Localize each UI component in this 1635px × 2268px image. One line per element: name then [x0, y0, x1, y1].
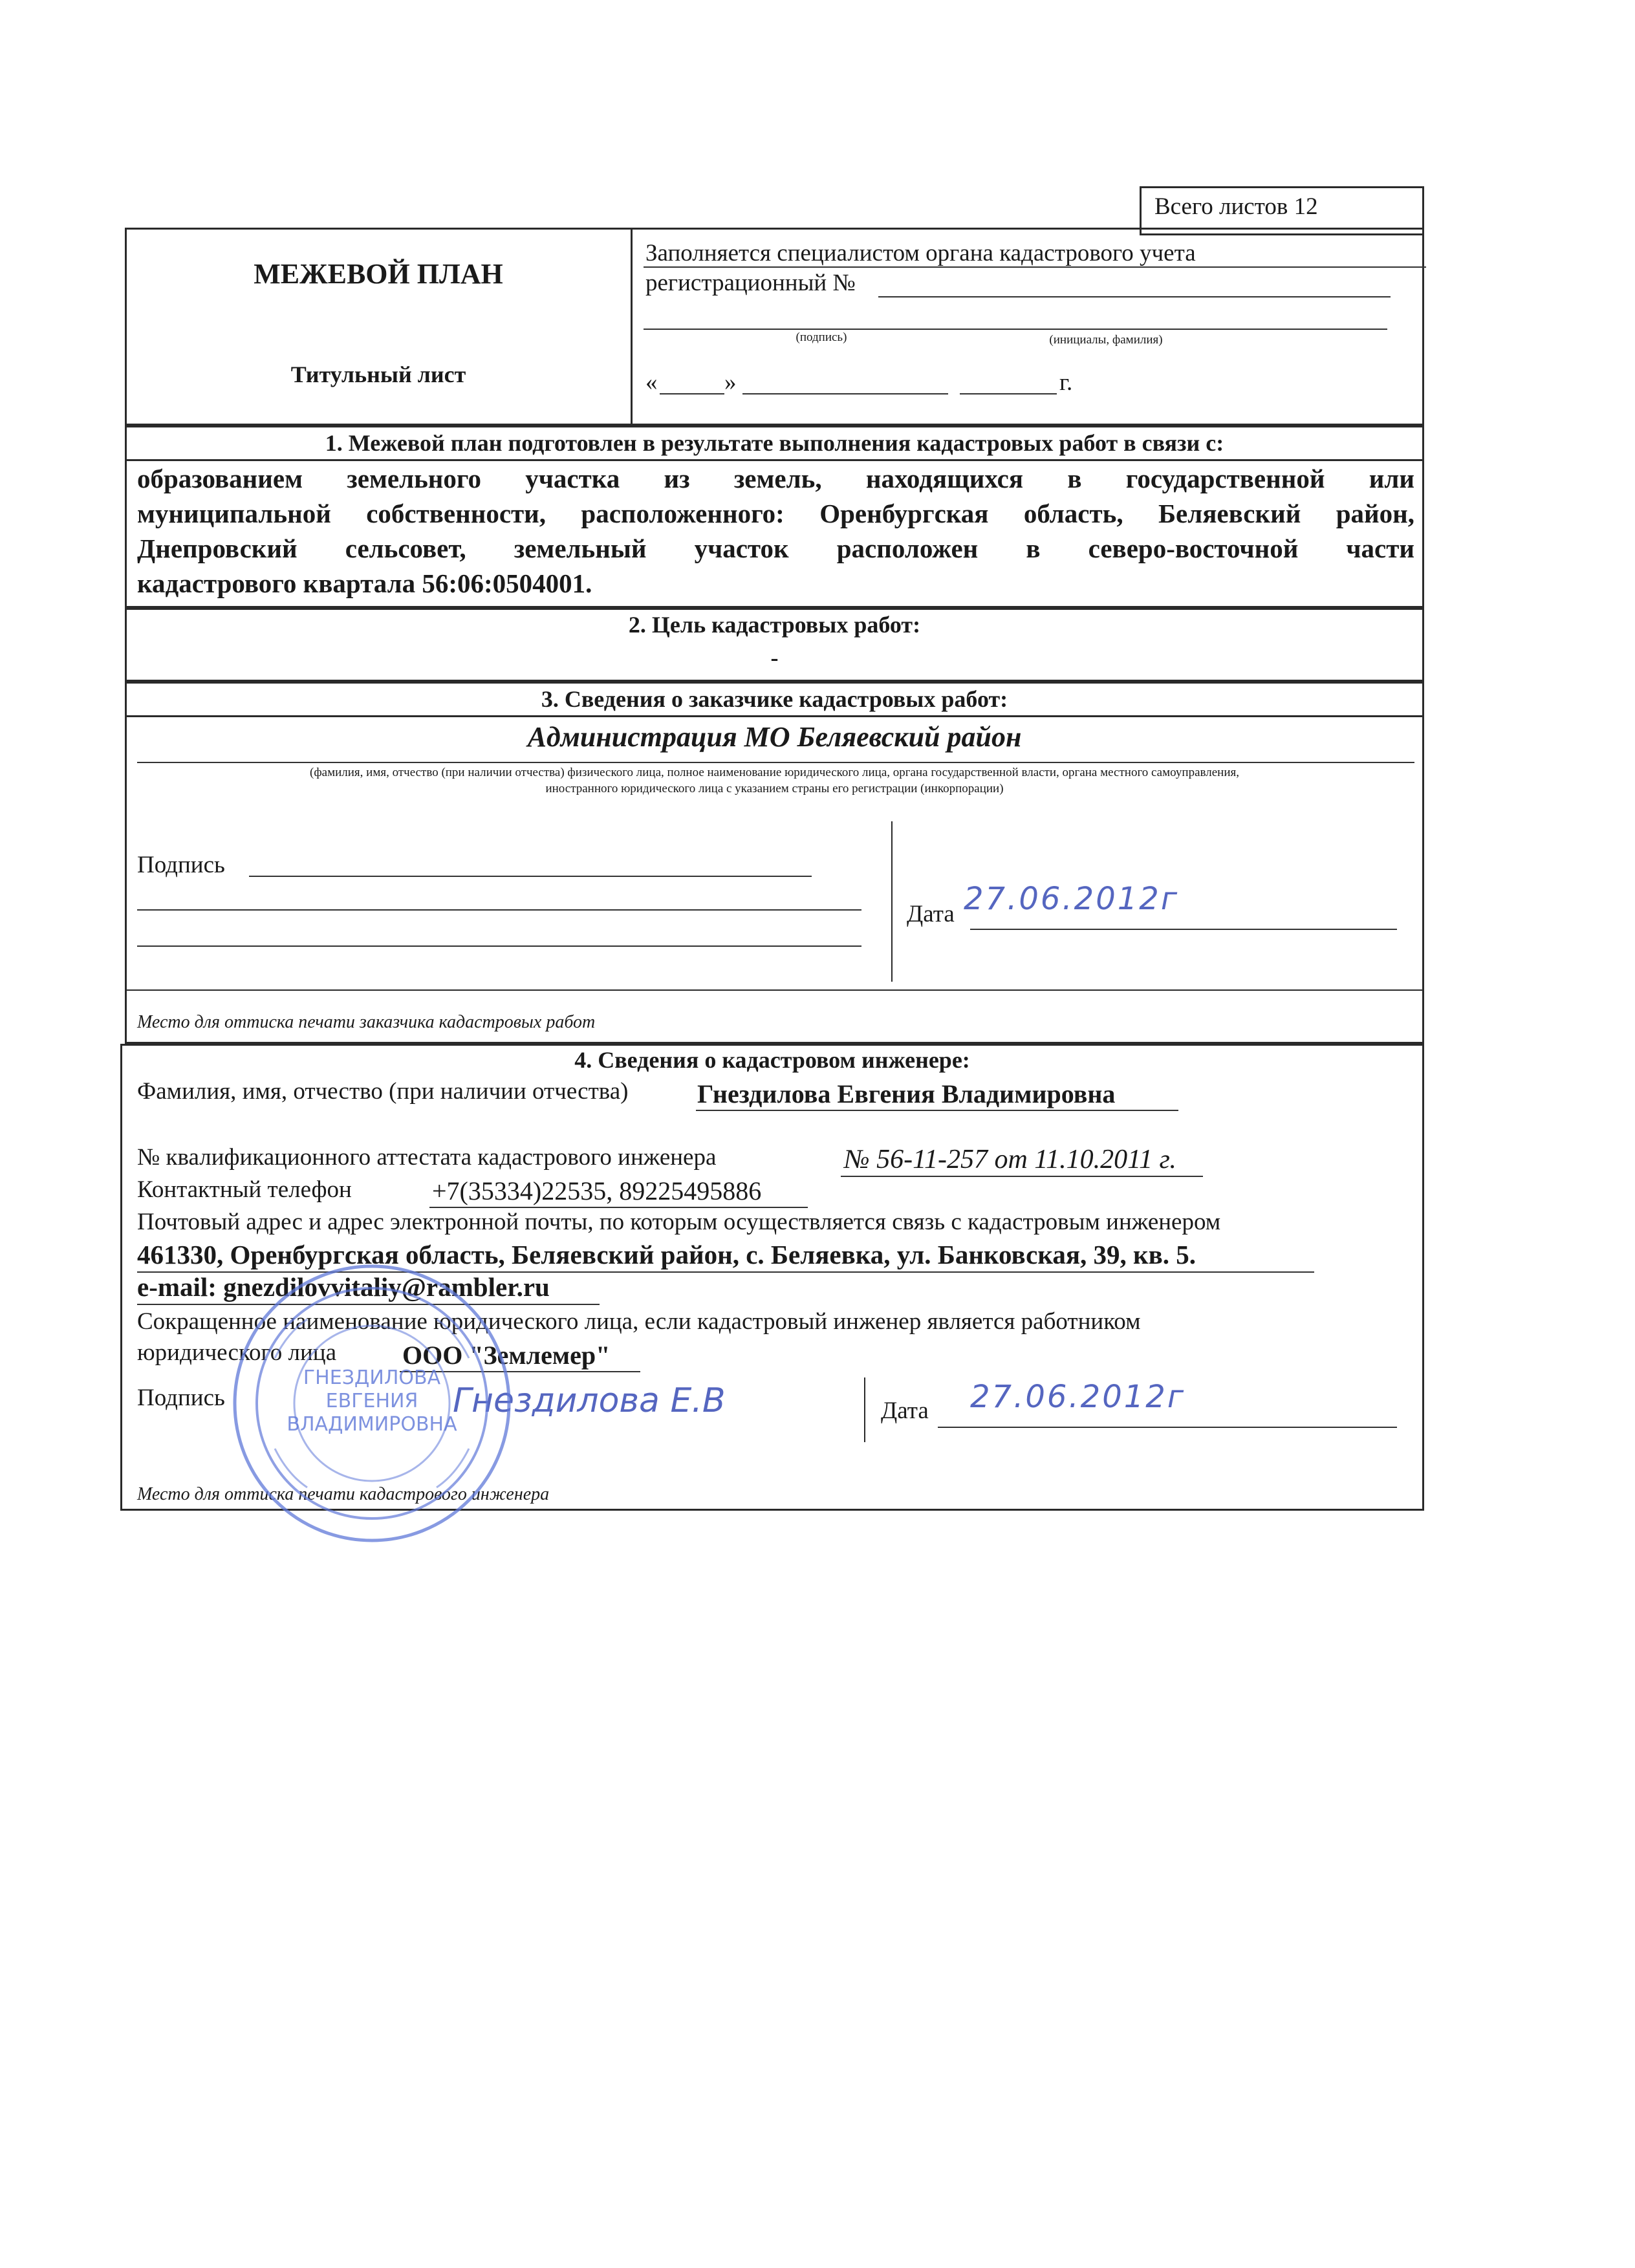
engineer-address-label: Почтовый адрес и адрес электронной почты, по которым осуществляется связь с кадастровым инженером [137, 1209, 1221, 1235]
engineer-stamp-place: Место для оттиска печати кадастрового инженера [137, 1484, 550, 1504]
section2-value: - [770, 645, 779, 671]
engineer-signature-handwriting: Гнездилова Е.В [453, 1381, 726, 1420]
section1-line-3: Днепровский сельсовет, земельный участок расположен в северо-восточной части [137, 534, 1414, 563]
engineer-date-line [938, 1427, 1397, 1428]
stamp-text-1: ГНЕЗДИЛОВА [303, 1366, 441, 1389]
section1-heading-rule [125, 459, 1424, 461]
total-sheets-label: Всего листов 12 [1154, 193, 1318, 220]
engineer-org-label-2: юридического лица [137, 1339, 337, 1366]
document-title: МЕЖЕВОЙ ПЛАН [254, 258, 503, 290]
engineer-fio-label: Фамилия, имя, отчество (при наличии отчества) [137, 1078, 629, 1105]
customer-signature-line-2 [137, 909, 861, 911]
engineer-seal-stamp [230, 1261, 514, 1546]
engineer-org-value: ООО "Землемер" [402, 1341, 611, 1370]
date-year-field [960, 393, 1057, 394]
section3-heading-rule [125, 715, 1424, 717]
section1-line-2: муниципальной собственности, расположенного: Оренбургская область, Беляевский район, [137, 499, 1414, 528]
engineer-phone-underline [429, 1207, 808, 1208]
reg-number-field [878, 296, 1391, 297]
engineer-org-label-1: Сокращенное наименование юридического лица, если кадастровый инженер является работником [137, 1308, 1141, 1335]
section1-heading: 1. Межевой план подготовлен в результате выполнения кадастровых работ в связи с: [325, 430, 1224, 456]
section3-stamp-rule [125, 989, 1424, 991]
section1-line-4: кадастрового квартала 56:06:0504001. [137, 568, 592, 598]
customer-signature-label: Подпись [137, 852, 225, 878]
customer-caption-2: иностранного юридического лица с указанием страны его регистрации (инкорпорации) [545, 782, 1004, 795]
engineer-email-value: e-mail: gnezdilovvitaliy@rambler.ru [137, 1272, 550, 1302]
customer-signature-line-3 [137, 945, 861, 947]
title-divider [631, 228, 633, 426]
section2-heading: 2. Цель кадастровых работ: [628, 612, 921, 638]
engineer-phone-value: +7(35334)22535, 89225495886 [432, 1176, 762, 1205]
section3-date-divider [891, 821, 893, 982]
customer-caption-1: (фамилия, имя, отчество (при наличии отчества) физического лица, полное наименование юридического лица, органа государственной власти, органа местного самоуправления, [310, 766, 1239, 779]
customer-signature-line [249, 876, 812, 877]
section1-line-1: образованием земельного участка из земель, находящихся в государственной или [137, 464, 1414, 493]
date-open-quote: « [645, 369, 658, 396]
date-month-field [742, 393, 948, 394]
initials-caption: (инициалы, фамилия) [1049, 333, 1163, 347]
customer-date-value: 27.06.2012г [964, 881, 1180, 917]
stamp-text-3: ВЛАДИМИРОВНА [287, 1413, 457, 1436]
stamp-text-2: ЕВГЕНИЯ [325, 1390, 418, 1412]
section4-heading: 4. Сведения о кадастровом инженере: [574, 1047, 970, 1073]
filled-by-note: Заполняется специалистом органа кадастрового учета [645, 240, 1196, 266]
engineer-phone-label: Контактный телефон [137, 1176, 352, 1203]
engineer-cert-value: № 56-11-257 от 11.10.2011 г. [844, 1145, 1176, 1174]
engineer-date-value: 27.06.2012г [970, 1379, 1186, 1415]
engineer-signature-label: Подпись [137, 1385, 225, 1411]
section3-heading: 3. Сведения о заказчике кадастровых работ: [541, 686, 1008, 712]
customer-date-line [970, 929, 1397, 930]
engineer-fio-value: Гнездилова Евгения Владимировна [697, 1079, 1116, 1108]
customer-stamp-place: Место для оттиска печати заказчика кадастровых работ [137, 1012, 596, 1032]
engineer-cert-underline [841, 1176, 1203, 1177]
date-day-field [660, 393, 724, 394]
document-subtitle: Титульный лист [290, 362, 466, 387]
date-close-quote: » [724, 369, 737, 396]
reg-number-label: регистрационный № [645, 270, 856, 296]
date-year-suffix: г. [1059, 369, 1073, 396]
signature-caption: (подпись) [796, 330, 847, 344]
section4-date-divider [864, 1377, 865, 1442]
filled-by-underline [644, 266, 1426, 268]
customer-name: Администрация МО Беляевский район [527, 721, 1022, 753]
engineer-date-label: Дата [881, 1398, 929, 1424]
engineer-address-value: 461330, Оренбургская область, Беляевский район, с. Беляевка, ул. Банковская, 39, кв. 5. [137, 1240, 1196, 1269]
signature-field-line [644, 329, 1387, 330]
customer-underline [137, 762, 1414, 763]
engineer-cert-label: № квалификационного аттестата кадастрового инженера [137, 1144, 717, 1171]
engineer-fio-underline [696, 1110, 1178, 1111]
customer-date-label: Дата [907, 901, 955, 927]
